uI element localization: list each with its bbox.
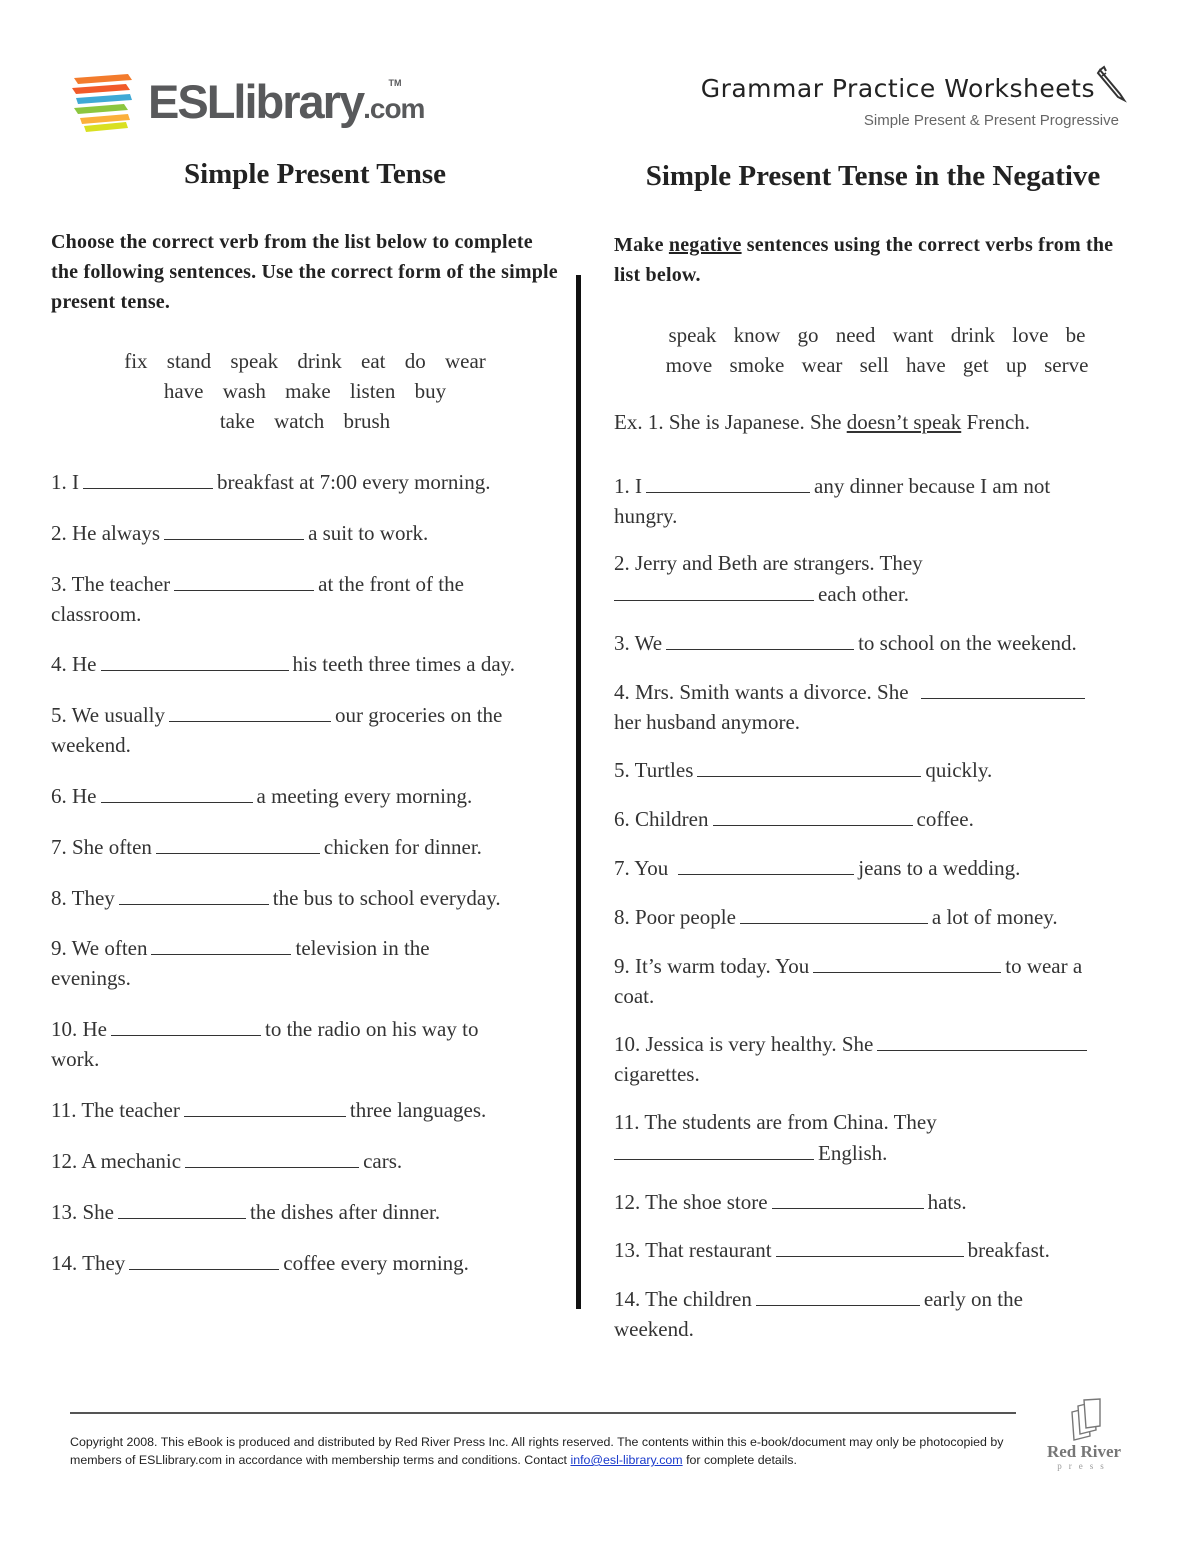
word-bank-line: have wash make listen buy — [163, 379, 447, 403]
left-question-12: 12. A mechanic cars. — [51, 1145, 402, 1176]
answer-blank[interactable] — [921, 676, 1085, 699]
answer-blank[interactable] — [169, 699, 331, 722]
right-question-2: 2. Jerry and Beth are strangers. They each other. — [614, 551, 923, 606]
right-question-6: 6. Children coffee. — [614, 803, 974, 834]
right-question-5: 5. Turtles quickly. — [614, 754, 992, 785]
right-question-8: 8. Poor people a lot of money. — [614, 901, 1058, 932]
left-question-9: 9. We often television in the evenings. — [51, 932, 430, 993]
answer-blank[interactable] — [772, 1186, 924, 1209]
left-question-2: 2. He always a suit to work. — [51, 517, 428, 548]
left-question-6: 6. He a meeting every morning. — [51, 780, 472, 811]
answer-blank[interactable] — [174, 568, 314, 591]
answer-blank[interactable] — [756, 1283, 920, 1306]
left-question-4: 4. He his teeth three times a day. — [51, 648, 515, 679]
example-sentence: Ex. 1. She is Japanese. She doesn’t speak French. — [614, 410, 1031, 434]
answer-blank[interactable] — [666, 627, 854, 650]
answer-blank[interactable] — [813, 950, 1001, 973]
answer-blank[interactable] — [678, 852, 854, 875]
right-question-14: 14. The children early on the weekend. — [614, 1283, 1023, 1344]
answer-blank[interactable] — [614, 1137, 814, 1160]
left-question-7: 7. She often chicken for dinner. — [51, 831, 482, 862]
answer-blank[interactable] — [184, 1094, 346, 1117]
left-instructions: Choose the correct verb from the list below to complete the following sentences. Use the correct form of the simple present tense. — [51, 231, 558, 313]
left-question-10: 10. He to the radio on his way to work. — [51, 1013, 478, 1074]
answer-blank[interactable] — [646, 470, 810, 493]
esl-library-logo — [70, 70, 440, 136]
answer-blank[interactable] — [713, 803, 913, 826]
answer-blank[interactable] — [185, 1145, 359, 1168]
answer-blank[interactable] — [697, 754, 921, 777]
word-bank-line: move smoke wear sell have get up serve — [665, 353, 1089, 377]
answer-blank[interactable] — [129, 1247, 279, 1270]
publisher-press: press — [1057, 1461, 1111, 1471]
right-section-title: Simple Present Tense in the Negative — [645, 160, 1101, 192]
answer-blank[interactable] — [101, 648, 289, 671]
answer-blank[interactable] — [776, 1234, 964, 1257]
word-bank-line: take watch brush — [219, 409, 391, 433]
answer-blank[interactable] — [119, 882, 269, 905]
word-bank-line: speak know go need want drink love be — [668, 323, 1086, 347]
answer-blank[interactable] — [101, 780, 253, 803]
books-stack-icon — [70, 70, 136, 136]
series-subtitle: Simple Present & Present Progressive — [863, 112, 1119, 129]
right-question-11: 11. The students are from China. They English. — [614, 1110, 937, 1165]
left-question-3: 3. The teacher at the front of the classroom. — [51, 568, 464, 629]
right-question-7: 7. You jeans to a wedding. — [614, 852, 1020, 883]
pencil-icon — [1094, 64, 1128, 104]
right-instructions: Make negative sentences using the correct verbs from the list below. — [614, 234, 1114, 286]
right-question-3: 3. We to school on the weekend. — [614, 627, 1077, 658]
answer-blank[interactable] — [83, 466, 213, 489]
answer-blank[interactable] — [111, 1013, 261, 1036]
left-question-13: 13. She the dishes after dinner. — [51, 1196, 440, 1227]
right-question-4: 4. Mrs. Smith wants a divorce. She her husband anymore. — [614, 676, 1089, 737]
answer-blank[interactable] — [156, 831, 320, 854]
right-question-1: 1. I any dinner because I am not hungry. — [614, 470, 1050, 531]
stacked-pages-icon — [1062, 1398, 1106, 1442]
publisher-name: Red River — [1046, 1442, 1122, 1461]
series-title: Grammar Practice Worksheets — [700, 74, 1095, 103]
contact-email-link[interactable]: info@esl-library.com — [570, 1453, 683, 1467]
right-question-12: 12. The shoe store hats. — [614, 1186, 967, 1217]
left-question-5: 5. We usually our groceries on the weekend. — [51, 699, 502, 760]
logo-wordmark: ESLlibrary.com™ — [148, 75, 425, 128]
answer-blank[interactable] — [118, 1196, 246, 1219]
footer-rule — [70, 1412, 1016, 1414]
word-bank-line: fix stand speak drink eat do wear — [124, 349, 486, 373]
answer-blank[interactable] — [740, 901, 928, 924]
left-word-bank — [55, 346, 555, 436]
left-section-title: Simple Present Tense — [183, 158, 447, 190]
left-question-8: 8. They the bus to school everyday. — [51, 882, 501, 913]
answer-blank[interactable] — [164, 517, 304, 540]
right-question-13: 13. That restaurant breakfast. — [614, 1234, 1050, 1265]
column-divider — [576, 275, 581, 1309]
red-river-press-logo — [1044, 1398, 1124, 1476]
answer-blank[interactable] — [614, 578, 814, 601]
right-question-10: 10. Jessica is very healthy. She cigarettes. — [614, 1028, 1091, 1089]
left-question-14: 14. They coffee every morning. — [51, 1247, 469, 1278]
right-question-9: 9. It’s warm today. You to wear a coat. — [614, 950, 1082, 1011]
answer-blank[interactable] — [877, 1028, 1087, 1051]
right-word-bank — [612, 320, 1142, 380]
copyright-notice: Copyright 2008. This eBook is produced and distributed by Red River Press Inc. All rights reserved. The contents within this e-book/document may only be photocopied by members of ESLlibrary.com in accordance with membership terms and conditions. Contact info@esl-library.com for complete details. — [70, 1435, 1004, 1467]
answer-blank[interactable] — [151, 932, 291, 955]
left-question-11: 11. The teacher three languages. — [51, 1094, 486, 1125]
left-question-1: 1. I breakfast at 7:00 every morning. — [51, 466, 491, 497]
